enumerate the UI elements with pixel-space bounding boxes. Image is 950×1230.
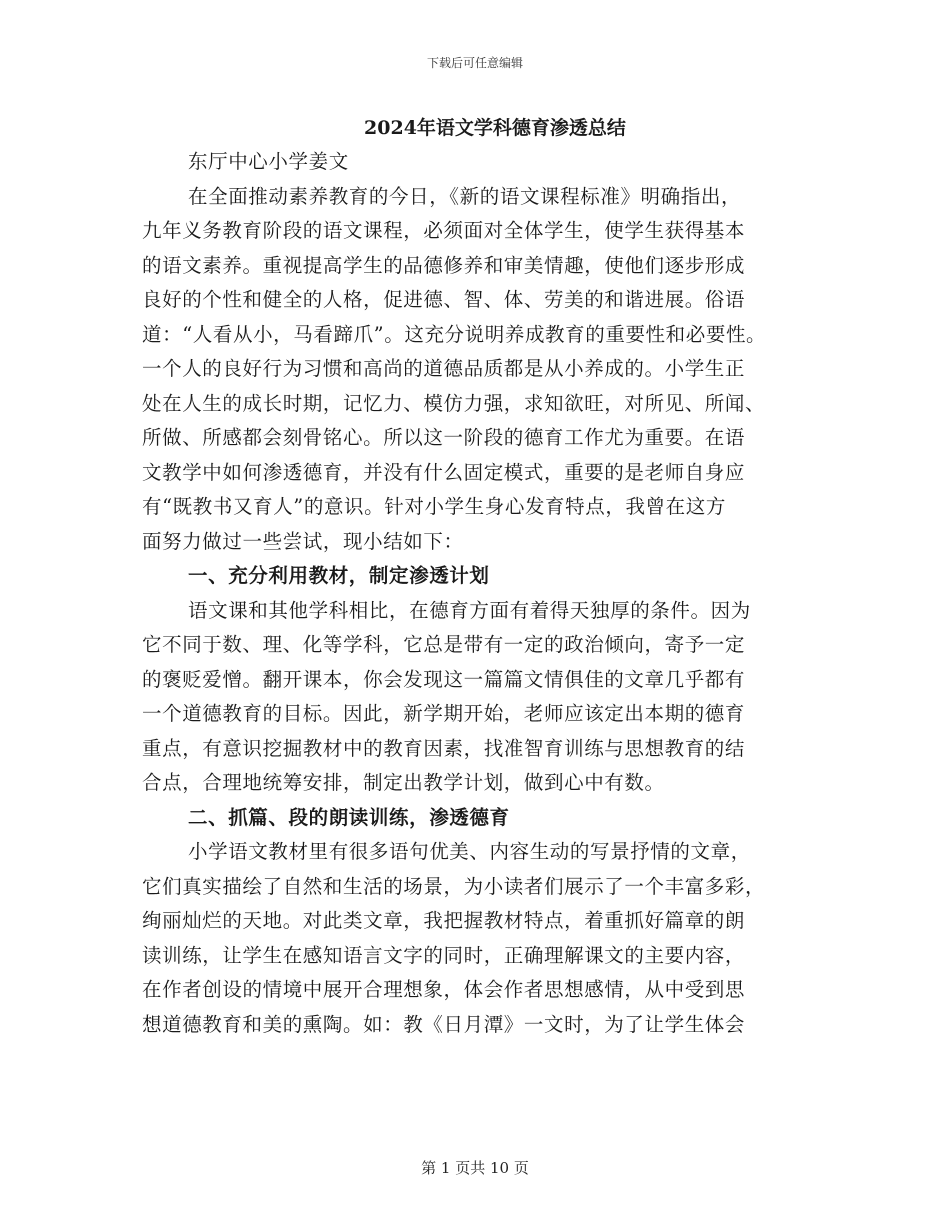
text-line: 它们真实描绘了自然和生活的场景，为小读者们展示了一个丰富多彩， (142, 874, 766, 898)
text-line: 读训练，让学生在感知语言文字的同时，正确理解课文的主要内容， (142, 943, 746, 967)
text-line: 想道德教育和美的熏陶。如：教《日月潭》一文时，为了让学生体会 (142, 1012, 746, 1036)
author-line: 东厅中心小学姜文 (188, 150, 349, 173)
text-line: 绚丽灿烂的天地。对此类文章，我把握教材特点，着重抓好篇章的朗 (142, 909, 746, 932)
text-line: 在作者创设的情境中展开合理想象，体会作者思想感情，从中受到思 (142, 978, 746, 1001)
text-line: 有“既教书又育人”的意识。针对小学生身心发育特点，我曾在这方 (142, 495, 726, 518)
text-line: 在全面推动素养教育的今日，《新的语文课程标准》明确指出， (188, 184, 742, 208)
text-line: 处在人生的成长时期，记忆力、模仿力强，求知欲旺，对所见、所闻、 (142, 391, 766, 415)
text-line: 一个道德教育的目标。因此，新学期开始，老师应该定出本期的德育 (142, 702, 746, 725)
paragraph-lines (142, 180, 822, 1043)
text-line: 的褒贬爱憎。翻开课本，你会发现这一篇篇文情俱佳的文章几乎都有 (142, 667, 746, 691)
text-line: 九年义务教育阶段的语文课程，必须面对全体学生，使学生获得基本 (142, 219, 746, 242)
text-line: 良好的个性和健全的人格，促进德、智、体、劳美的和谐进展。俗语 (142, 288, 746, 311)
text-line: 文教学中如何渗透德育，并没有什么固定模式，重要的是老师自身应 (142, 460, 746, 484)
section-heading: 一、充分利用教材，制定渗透计划 (188, 564, 490, 587)
text-line: 它不同于数、理、化等学科，它总是带有一定的政治倾向，寄予一定 (142, 633, 746, 656)
text-line: 语文课和其他学科相比，在德育方面有着得天独厚的条件。因为 (188, 598, 751, 622)
text-line: 道：“人看从小，马看蹄爪”。这充分说明养成教育的重要性和必要性。 (142, 322, 767, 346)
page-number-footer: 第 1 页共 10 页 (421, 1159, 529, 1177)
text-line: 小学语文教材里有很多语句优美、内容生动的写景抒情的文章， (188, 840, 751, 863)
document-body (142, 145, 822, 1042)
text-line: 的语文素养。重视提高学生的品德修养和审美情趣，使他们逐步形成 (142, 253, 746, 277)
header-note: 下载后可任意编辑 (426, 56, 523, 70)
section-heading: 二、抓篇、段的朗读训练，渗透德育 (188, 805, 510, 829)
document-title: 2024年语文学科德育渗透总结 (364, 117, 626, 139)
text-line: 所做、所感都会刻骨铭心。所以这一阶段的德育工作尤为重要。在语 (142, 426, 746, 449)
text-line: 合点，合理地统筹安排，制定出教学计划，做到心中有数。 (142, 771, 665, 794)
text-line: 面努力做过一些尝试，现小结如下： (142, 529, 464, 553)
text-line: 重点，有意识挖掘教材中的教育因素，找准智育训练与思想教育的结 (142, 736, 746, 760)
text-line: 一个人的良好行为习惯和高尚的道德品质都是从小养成的。小学生正 (142, 357, 746, 380)
